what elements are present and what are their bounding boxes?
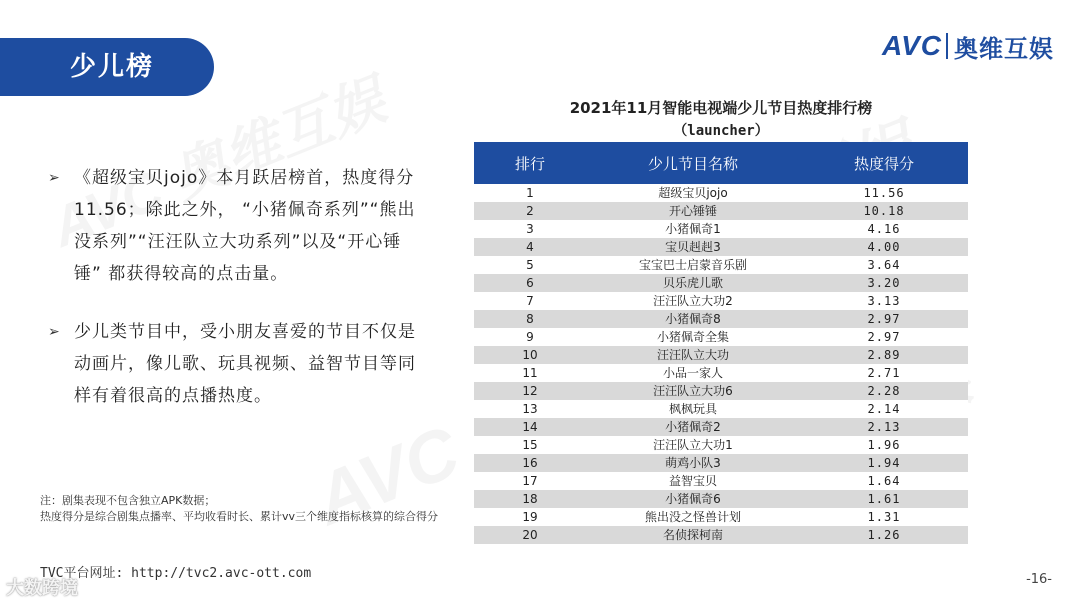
heat-score-cell: 1.96 <box>800 436 968 454</box>
program-name-cell: 萌鸡小队3 <box>586 454 800 472</box>
heat-score-cell: 2.28 <box>800 382 968 400</box>
rank-cell: 5 <box>474 256 586 274</box>
table-row <box>474 436 968 454</box>
rank-cell: 11 <box>474 364 586 382</box>
table-row <box>474 220 968 238</box>
table-row <box>474 238 968 256</box>
rank-cell: 8 <box>474 310 586 328</box>
table-row <box>474 328 968 346</box>
arrow-bullet-icon: ➢ <box>48 170 60 186</box>
table-row <box>474 418 968 436</box>
heat-score-cell: 3.20 <box>800 274 968 292</box>
heat-score-cell: 4.16 <box>800 220 968 238</box>
table-row <box>474 526 968 544</box>
table-row <box>474 400 968 418</box>
table-row <box>474 310 968 328</box>
table-row <box>474 490 968 508</box>
rank-cell: 17 <box>474 472 586 490</box>
table-row <box>474 454 968 472</box>
program-name-cell: 汪汪队立大功6 <box>586 382 800 400</box>
heat-score-cell: 1.64 <box>800 472 968 490</box>
table-body <box>474 184 968 544</box>
heat-score-cell: 1.94 <box>800 454 968 472</box>
rank-cell: 2 <box>474 202 586 220</box>
bullet-text: 《超级宝贝jojo》本月跃居榜首，热度得分11.56；除此之外， “小猪佩奇系列”“熊出没系列”“汪汪队立大功系列”以及“开心锤锤” 都获得较高的点击量。 <box>74 168 416 284</box>
program-name-cell: 汪汪队立大功 <box>586 346 800 364</box>
rank-cell: 15 <box>474 436 586 454</box>
rank-cell: 18 <box>474 490 586 508</box>
program-name-cell: 汪汪队立大功1 <box>586 436 800 454</box>
header-program-name: 少儿节目名称 <box>586 142 800 184</box>
rank-cell: 4 <box>474 238 586 256</box>
chart-title: 2021年11月智能电视端少儿节目热度排行榜 <box>569 99 873 117</box>
table-row <box>474 256 968 274</box>
program-name-cell: 小猪佩奇1 <box>586 220 800 238</box>
heat-score-cell: 2.89 <box>800 346 968 364</box>
heat-score-cell: 11.56 <box>800 184 968 202</box>
table-row <box>474 472 968 490</box>
heat-score-cell: 2.71 <box>800 364 968 382</box>
header-rank: 排行 <box>474 142 586 184</box>
program-name-cell: 小品一家人 <box>586 364 800 382</box>
rank-cell: 16 <box>474 454 586 472</box>
table-row <box>474 274 968 292</box>
bullet-item <box>48 162 428 290</box>
program-name-cell: 开心锤锤 <box>586 202 800 220</box>
program-name-cell: 小猪佩奇全集 <box>586 328 800 346</box>
rank-cell: 6 <box>474 274 586 292</box>
table-header-row <box>474 142 968 184</box>
program-name-cell: 熊出没之怪兽计划 <box>586 508 800 526</box>
table-row <box>474 202 968 220</box>
logo-divider <box>946 33 948 59</box>
table-row <box>474 508 968 526</box>
logo-avc-text: AVC <box>881 30 942 61</box>
heat-score-cell: 4.00 <box>800 238 968 256</box>
rank-cell: 20 <box>474 526 586 544</box>
program-name-cell: 小猪佩奇6 <box>586 490 800 508</box>
rank-cell: 1 <box>474 184 586 202</box>
program-name-cell: 超级宝贝jojo <box>586 184 800 202</box>
heat-score-cell: 1.61 <box>800 490 968 508</box>
program-name-cell: 宝宝巴士启蒙音乐剧 <box>586 256 800 274</box>
program-name-cell: 贝乐虎儿歌 <box>586 274 800 292</box>
header-heat-score: 热度得分 <box>800 142 968 184</box>
footnotes <box>40 493 440 525</box>
ranking-table <box>474 142 968 544</box>
rank-cell: 14 <box>474 418 586 436</box>
program-name-cell: 小猪佩奇2 <box>586 418 800 436</box>
chart-subtitle: （launcher） <box>673 123 769 139</box>
table-row <box>474 292 968 310</box>
rank-cell: 9 <box>474 328 586 346</box>
heat-score-cell: 1.31 <box>800 508 968 526</box>
bullet-list <box>48 162 428 438</box>
footnote-line: 注：剧集表现不包含独立APK数据； <box>40 494 216 507</box>
avc-logo <box>882 26 1054 66</box>
heat-score-cell: 1.26 <box>800 526 968 544</box>
rank-cell: 10 <box>474 346 586 364</box>
program-name-cell: 汪汪队立大功2 <box>586 292 800 310</box>
arrow-bullet-icon: ➢ <box>48 324 60 340</box>
section-title: 少儿榜 <box>70 52 155 82</box>
program-name-cell: 益智宝贝 <box>586 472 800 490</box>
heat-score-cell: 2.13 <box>800 418 968 436</box>
heat-score-cell: 3.64 <box>800 256 968 274</box>
table-row <box>474 346 968 364</box>
program-name-cell: 枫枫玩具 <box>586 400 800 418</box>
bullet-item <box>48 316 428 412</box>
table-row <box>474 184 968 202</box>
heat-score-cell: 3.13 <box>800 292 968 310</box>
table-row <box>474 364 968 382</box>
rank-cell: 7 <box>474 292 586 310</box>
section-title-tab <box>0 38 214 96</box>
rank-cell: 12 <box>474 382 586 400</box>
corner-watermark: 大数跨境 <box>6 578 78 599</box>
heat-score-cell: 10.18 <box>800 202 968 220</box>
rank-cell: 19 <box>474 508 586 526</box>
website-link[interactable]: TVC平台网址: http://tvc2.avc-ott.com <box>40 566 312 581</box>
bullet-text: 少儿类节目中，受小朋友喜爱的节目不仅是动画片，像儿歌、玩具视频、益智节目等同样有着很高的点播热度。 <box>74 322 416 406</box>
rank-cell: 3 <box>474 220 586 238</box>
page-number: -16- <box>1026 572 1052 587</box>
table-row <box>474 382 968 400</box>
program-name-cell: 名侦探柯南 <box>586 526 800 544</box>
heat-score-cell: 2.97 <box>800 310 968 328</box>
program-name-cell: 小猪佩奇8 <box>586 310 800 328</box>
heat-score-cell: 2.97 <box>800 328 968 346</box>
program-name-cell: 宝贝赳赳3 <box>586 238 800 256</box>
logo-cn-text: 奥维互娱 <box>954 34 1054 63</box>
rank-cell: 13 <box>474 400 586 418</box>
heat-score-cell: 2.14 <box>800 400 968 418</box>
footnote-line: 热度得分是综合剧集点播率、平均收看时长、累计vv三个维度指标核算的综合得分 <box>40 510 439 523</box>
